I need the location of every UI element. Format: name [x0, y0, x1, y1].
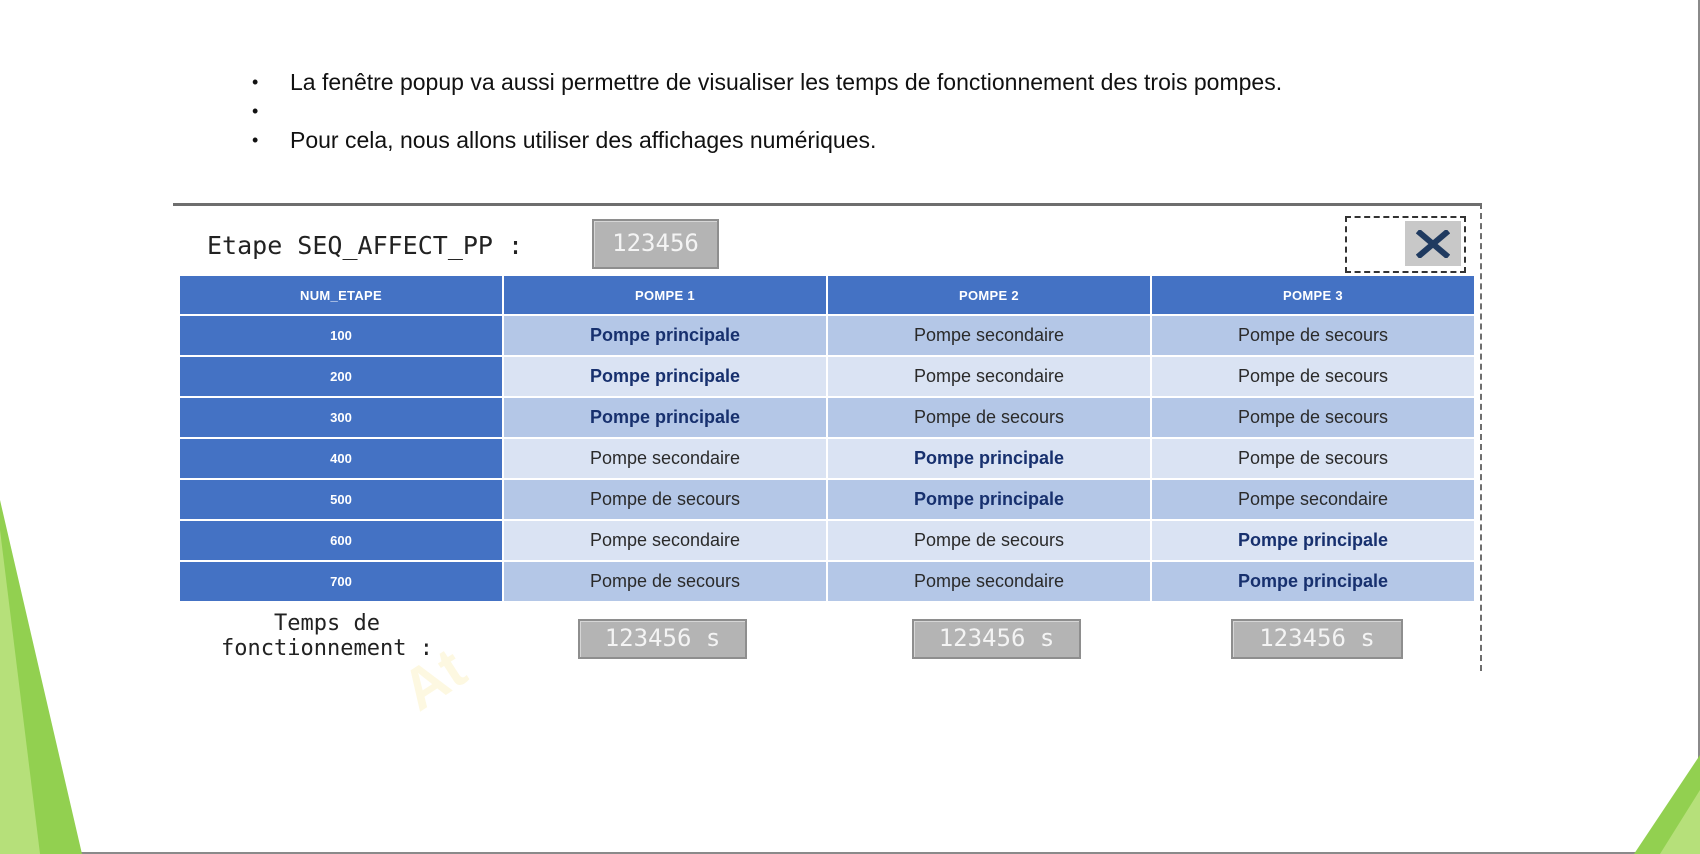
- close-icon[interactable]: [1416, 230, 1450, 258]
- runtime-label-line-2: fonctionnement :: [221, 636, 433, 661]
- bullet-item: • La fenêtre popup va aussi permettre de visualiser les temps de fonctionnement des trois pompes.: [250, 68, 1282, 97]
- step-cell: 300: [179, 397, 503, 438]
- pump2-cell: Pompe de secours: [827, 397, 1151, 438]
- step-cell: 400: [179, 438, 503, 479]
- watermark: At: [390, 635, 478, 724]
- pump3-cell: Pompe de secours: [1151, 356, 1475, 397]
- step-label: Etape SEQ_AFFECT_PP :: [207, 231, 524, 260]
- table-row: [179, 315, 1475, 356]
- table-row: [179, 561, 1475, 602]
- pump1-cell: Pompe de secours: [503, 561, 827, 602]
- pump1-cell: Pompe secondaire: [503, 438, 827, 479]
- header-pompe-1: POMPE 1: [503, 275, 827, 315]
- pump3-cell: Pompe de secours: [1151, 438, 1475, 479]
- pump1-cell: Pompe principale: [503, 315, 827, 356]
- header-pompe-3: POMPE 3: [1151, 275, 1475, 315]
- pump3-cell: Pompe principale: [1151, 561, 1475, 602]
- runtime-label-line-1: Temps de: [274, 611, 380, 636]
- pump2-cell: Pompe secondaire: [827, 315, 1151, 356]
- header-pompe-2: POMPE 2: [827, 275, 1151, 315]
- step-cell: 600: [179, 520, 503, 561]
- pump2-cell: Pompe de secours: [827, 520, 1151, 561]
- pump1-cell: Pompe de secours: [503, 479, 827, 520]
- header-num-etape: NUM_ETAPE: [179, 275, 503, 315]
- pump1-cell: Pompe principale: [503, 356, 827, 397]
- close-button[interactable]: [1405, 221, 1461, 266]
- table-header-row: [179, 275, 1475, 315]
- pump3-runtime-display: 123456 s: [1231, 619, 1403, 659]
- pump2-cell: Pompe principale: [827, 438, 1151, 479]
- close-hotspot[interactable]: [1345, 216, 1466, 273]
- green-corner-right: [1620, 0, 1700, 854]
- pump3-cell: Pompe de secours: [1151, 397, 1475, 438]
- step-cell: 200: [179, 356, 503, 397]
- bullet-list: [250, 68, 1282, 155]
- pump-assignment-table: [178, 274, 1476, 603]
- pump3-cell: Pompe secondaire: [1151, 479, 1475, 520]
- step-cell: 700: [179, 561, 503, 602]
- green-corner-left: [0, 0, 90, 854]
- step-cell: 100: [179, 315, 503, 356]
- table-row: [179, 520, 1475, 561]
- table-row: [179, 479, 1475, 520]
- pump2-runtime-display: 123456 s: [912, 619, 1081, 659]
- bullet-item: • Pour cela, nous allons utiliser des affichages numériques.: [250, 126, 1282, 155]
- pump2-cell: Pompe secondaire: [827, 356, 1151, 397]
- table-row: [179, 438, 1475, 479]
- bullet-item: [250, 97, 1282, 126]
- pump1-cell: Pompe secondaire: [503, 520, 827, 561]
- step-cell: 500: [179, 479, 503, 520]
- pump1-cell: Pompe principale: [503, 397, 827, 438]
- pump3-cell: Pompe de secours: [1151, 315, 1475, 356]
- popup-window: [173, 203, 1482, 671]
- step-numeric-display: 123456: [592, 219, 719, 269]
- pump1-runtime-display: 123456 s: [578, 619, 747, 659]
- table-row: [179, 356, 1475, 397]
- pump3-cell: Pompe principale: [1151, 520, 1475, 561]
- pump2-cell: Pompe secondaire: [827, 561, 1151, 602]
- table-row: [179, 397, 1475, 438]
- pump2-cell: Pompe principale: [827, 479, 1151, 520]
